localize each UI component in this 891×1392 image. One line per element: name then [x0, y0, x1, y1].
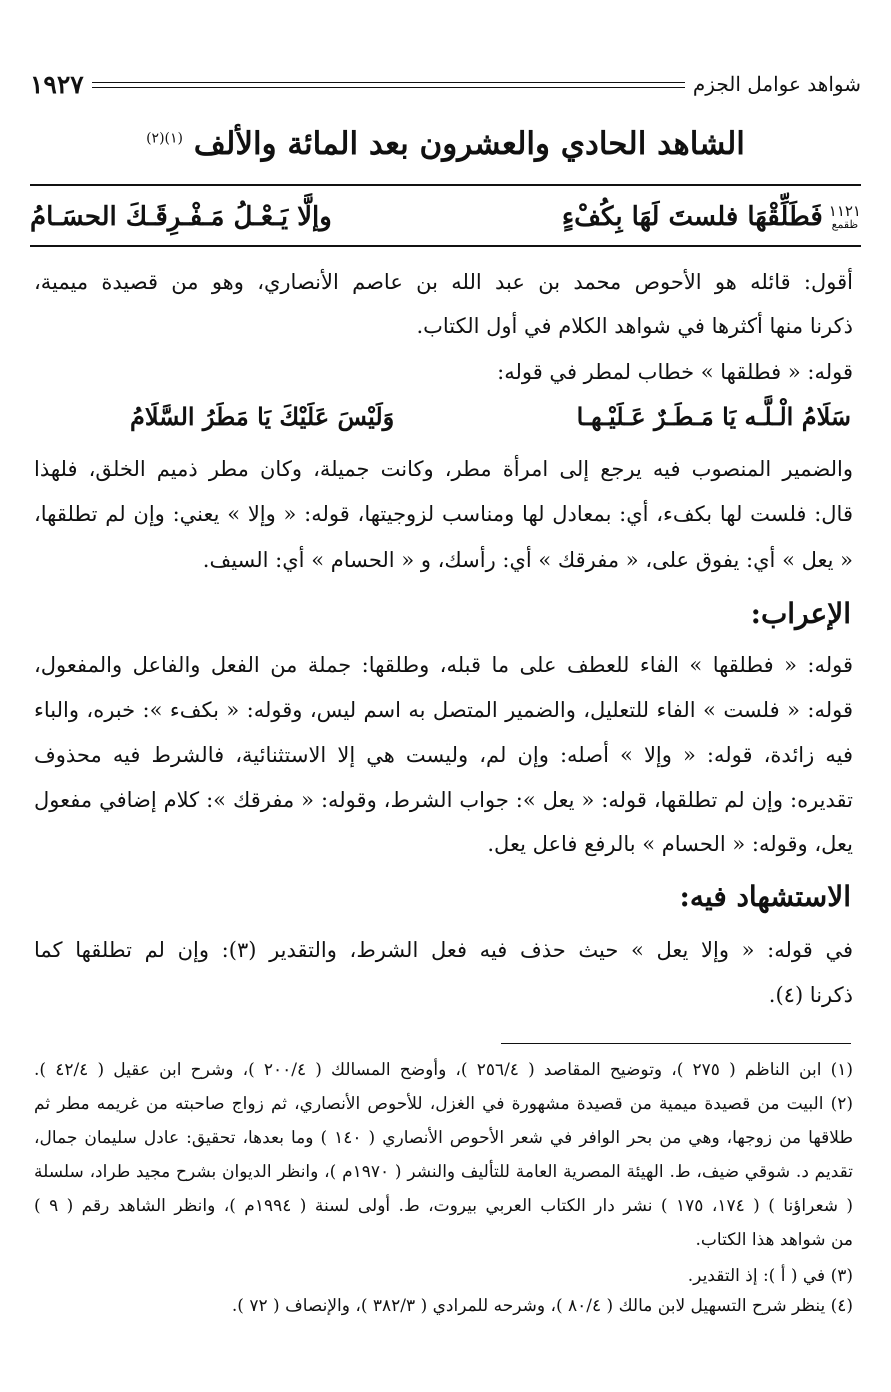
- istishhad-title: الاستشهاد فيه:: [679, 880, 851, 913]
- verse-hemistich-1: فَطَلِّقْهَا فلستَ لَهَا بِكُفْءٍ: [561, 202, 823, 232]
- verse-hemistich-2: وإلَّا يَـعْـلُ مَـفْـرِقَـكَ الحسَـامُ: [29, 202, 332, 232]
- footnote-line: تقديم د. شوقي ضيف، ط. الهيئة المصرية العامة للتأليف والنشر ( ١٩٧٠م )، وانظر الديوان بشرح مجيد طراد، سلسلة: [34, 1162, 853, 1182]
- running-title: شواهد عوامل الجزم: [692, 72, 861, 96]
- irab-line: يعل، وقوله: « الحسام » بالرفع فاعل يعل.: [487, 832, 853, 856]
- footnote-line: (٤) ينظر شرح التسهيل لابن مالك ( ٨٠/٤ )، وشرحه للمرادي ( ٣٨٢/٣ )، والإنصاف ( ٧٢ ).: [231, 1296, 853, 1316]
- commentary-line: أقول: قائله هو الأحوص محمد بن عبد الله بن عاصم الأنصاري، وهو من قصيدة ميمية،: [34, 270, 853, 294]
- footnote-line: (٣) في ( أ ): إذ التقدير.: [687, 1266, 853, 1286]
- commentary-line: قوله: « فطلقها » خطاب لمطر في قوله:: [497, 360, 853, 384]
- verse-number: ١١٢١: [828, 201, 861, 220]
- verse-meter-code: ظقمع: [831, 218, 859, 232]
- page-number: ١٩٢٧: [30, 69, 84, 99]
- istishhad-line: ذكرنا (٤).: [768, 983, 853, 1007]
- footnote-line: من شواهد هذا الكتاب.: [695, 1230, 853, 1250]
- footnote-line: (١) ابن الناظم ( ٢٧٥ )، وتوضيح المقاصد ( ٢٥٦/٤ )، وأوضح المسالك ( ٢٠٠/٤ )، وشرح ابن عقيل ( ٤٢/٤ ).: [34, 1060, 853, 1080]
- footnote-line: (٢) البيت من قصيدة ميمية من قصيدة مشهورة في الغزل، للأحوص الأنصاري، ثم زواج صاحبته من غريمه مطر ثم: [34, 1094, 853, 1114]
- irab-title: الإعراب:: [750, 597, 851, 630]
- irab-line: قوله: « فطلقها » الفاء للعطف على ما قبله، وطلقها: جملة من الفعل والفاعل والمفعول،: [34, 653, 853, 677]
- istishhad-line: في قوله: « وإلا يعل » حيث حذف فيه فعل الشرط، والتقدير (٣): وإن لم تطلقها كما: [34, 938, 853, 962]
- footnotes-block: [34, 0, 853, 1392]
- commentary-line: ذكرنا منها أكثرها في شواهد الكلام في أول الكتاب.: [416, 314, 853, 338]
- heading-title: الشاهد الحادي والعشرون بعد المائة والألف: [193, 126, 745, 162]
- irab-line: قوله: « فلست » الفاء للتعليل، والضمير المتصل به اسم ليس، وقوله: « بكفء »: خبره، والباء: [34, 698, 853, 722]
- quoted-verse-hemistich-2: وَلَيْسَ عَلَيْكَ يَا مَطَرُ السَّلَامُ: [130, 402, 395, 431]
- footnote-line: طلاقها من زوجها، وهي من بحر الوافر في شعر الأحوص الأنصاري ( ١٤٠ ) وما بعدها، تحقيق: عادل سليمان جمال،: [34, 1128, 853, 1148]
- irab-line: فيه زائدة، قوله: « وإلا » أصله: وإن لم، وليست هي إلا الاستثنائية، فالشرط فيه محذوف: [34, 743, 853, 767]
- irab-line: تقديره: وإن لم تطلقها، قوله: « يعل »: جواب الشرط، وقوله: « مفرقك »: كلام إضافي مفعول: [34, 788, 853, 812]
- commentary-line: والضمير المنصوب فيه يرجع إلى امرأة مطر، وكانت جميلة، وكان مطر ذميم الخلق، فلهذا: [34, 457, 853, 481]
- footnote-line: ( شعراؤنا ) ( ١٧٤، ١٧٥ ) نشر دار الكتاب العربي بيروت، ط. أولى لسنة ( ١٩٩٤م )، وانظر الشاهد رقم ( ٩ ): [34, 1196, 853, 1216]
- commentary-line: « يعل » أي: يفوق على، « مفرقك » أي: رأسك، و « الحسام » أي: السيف.: [202, 548, 853, 572]
- quoted-verse-hemistich-1: سَلَامُ الْـلَّـه يَا مَـطَـرٌ عَـلَيْـهـا: [576, 402, 851, 431]
- heading-footnote-ref: (١)(٢): [146, 130, 183, 147]
- commentary-line: قال: فلست لها بكفء، أي: بمعادل لها ومناسب لزوجيتها، قوله: « وإلا » يعني: وإن لم تطلقها،: [34, 502, 853, 526]
